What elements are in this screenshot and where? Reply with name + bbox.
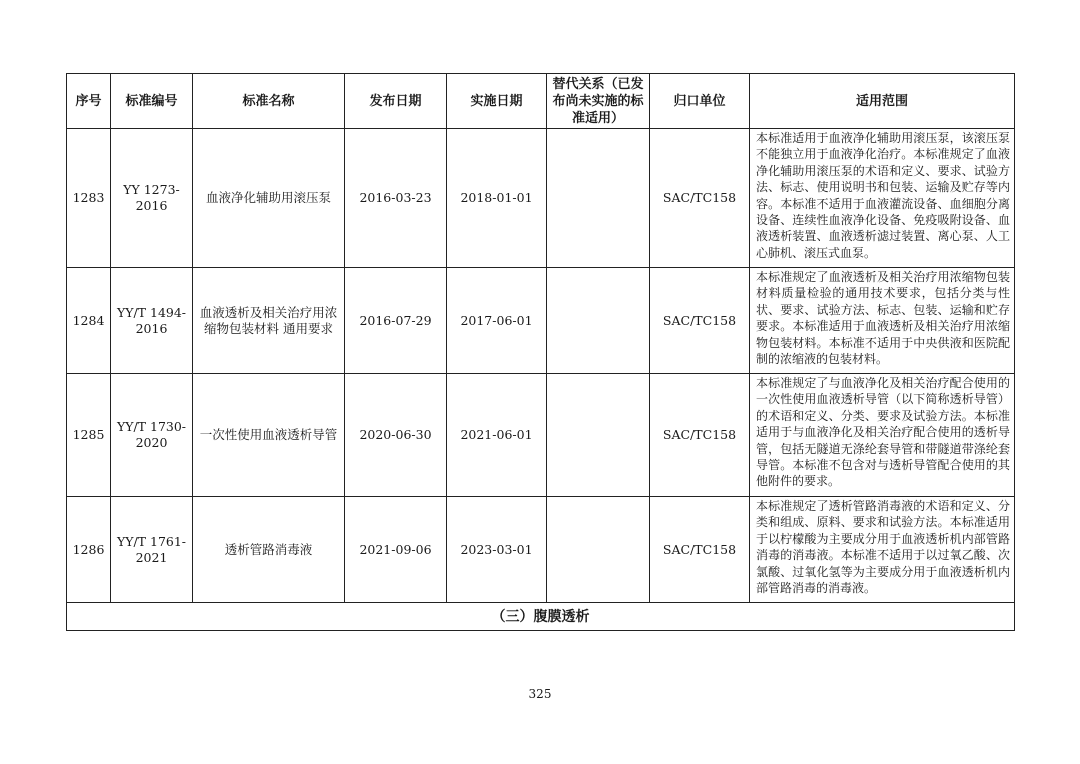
cell-seq: 1285 bbox=[67, 374, 111, 497]
cell-replacement bbox=[547, 374, 650, 497]
cell-implement-date: 2023-03-01 bbox=[447, 497, 547, 603]
header-department: 归口单位 bbox=[650, 74, 750, 129]
cell-name: 血液透析及相关治疗用浓缩物包装材料 通用要求 bbox=[193, 268, 345, 374]
section-row bbox=[67, 603, 1015, 631]
header-replacement: 替代关系（已发布尚未实施的标准适用） bbox=[547, 74, 650, 129]
cell-scope: 本标准规定了血液透析及相关治疗用浓缩物包装材料质量检验的通用技术要求，包括分类与性状、要求、试验方法、标志、包装、运输和贮存要求。本标准适用于血液透析及相关治疗用浓缩物包装材料。本标准不适用于中央供液和医院配制的浓缩液的包装材料。 bbox=[750, 268, 1015, 374]
cell-department: SAC/TC158 bbox=[650, 497, 750, 603]
page-number: 325 bbox=[528, 687, 552, 701]
header-code: 标准编号 bbox=[111, 74, 193, 129]
header-scope: 适用范围 bbox=[750, 74, 1015, 129]
table-row bbox=[67, 374, 1015, 497]
cell-scope: 本标准适用于血液净化辅助用滚压泵，该滚压泵不能独立用于血液净化治疗。本标准规定了血液净化辅助用滚压泵的术语和定义、要求、试验方法、标志、使用说明书和包装、运输及贮存等内容。本标准不适用于血液灌流设备、血细胞分离设备、连续性血液净化设备、免疫吸附设备、血液透析装置、血液透析滤过装置、离心泵、人工心肺机、滚压式血泵。 bbox=[750, 129, 1015, 268]
section-title: （三）腹膜透析 bbox=[67, 603, 1015, 631]
cell-publish-date: 2016-07-29 bbox=[345, 268, 447, 374]
cell-publish-date: 2016-03-23 bbox=[345, 129, 447, 268]
cell-code: YY/T 1730-2020 bbox=[111, 374, 193, 497]
cell-name: 一次性使用血液透析导管 bbox=[193, 374, 345, 497]
cell-implement-date: 2017-06-01 bbox=[447, 268, 547, 374]
cell-code: YY/T 1761-2021 bbox=[111, 497, 193, 603]
cell-publish-date: 2021-09-06 bbox=[345, 497, 447, 603]
cell-department: SAC/TC158 bbox=[650, 268, 750, 374]
table-row bbox=[67, 497, 1015, 603]
header-implement-date: 实施日期 bbox=[447, 74, 547, 129]
cell-publish-date: 2020-06-30 bbox=[345, 374, 447, 497]
header-seq: 序号 bbox=[67, 74, 111, 129]
cell-replacement bbox=[547, 497, 650, 603]
cell-scope: 本标准规定了与血液净化及相关治疗配合使用的一次性使用血液透析导管（以下简称透析导管）的术语和定义、分类、要求及试验方法。本标准适用于与血液净化及相关治疗配合使用的透析导管，包括无隧道无涤纶套导管和带隧道带涤纶套导管。本标准不包含对与透析导管配合使用的其他附件的要求。 bbox=[750, 374, 1015, 497]
cell-code: YY/T 1494-2016 bbox=[111, 268, 193, 374]
cell-replacement bbox=[547, 268, 650, 374]
table-row bbox=[67, 129, 1015, 268]
cell-scope: 本标准规定了透析管路消毒液的术语和定义、分类和组成、原料、要求和试验方法。本标准适用于以柠檬酸为主要成分用于血液透析机内部管路消毒的消毒液。本标准不适用于以过氧乙酸、次氯酸、过氧化氢等为主要成分用于血液透析机内部管路消毒的消毒液。 bbox=[750, 497, 1015, 603]
cell-name: 透析管路消毒液 bbox=[193, 497, 345, 603]
cell-seq: 1286 bbox=[67, 497, 111, 603]
standards-table bbox=[66, 73, 1015, 631]
header-publish-date: 发布日期 bbox=[345, 74, 447, 129]
header-row bbox=[67, 74, 1015, 129]
cell-implement-date: 2021-06-01 bbox=[447, 374, 547, 497]
cell-department: SAC/TC158 bbox=[650, 129, 750, 268]
cell-seq: 1284 bbox=[67, 268, 111, 374]
cell-department: SAC/TC158 bbox=[650, 374, 750, 497]
cell-implement-date: 2018-01-01 bbox=[447, 129, 547, 268]
cell-replacement bbox=[547, 129, 650, 268]
table-row bbox=[67, 268, 1015, 374]
cell-seq: 1283 bbox=[67, 129, 111, 268]
cell-name: 血液净化辅助用滚压泵 bbox=[193, 129, 345, 268]
header-name: 标准名称 bbox=[193, 74, 345, 129]
cell-code: YY 1273-2016 bbox=[111, 129, 193, 268]
